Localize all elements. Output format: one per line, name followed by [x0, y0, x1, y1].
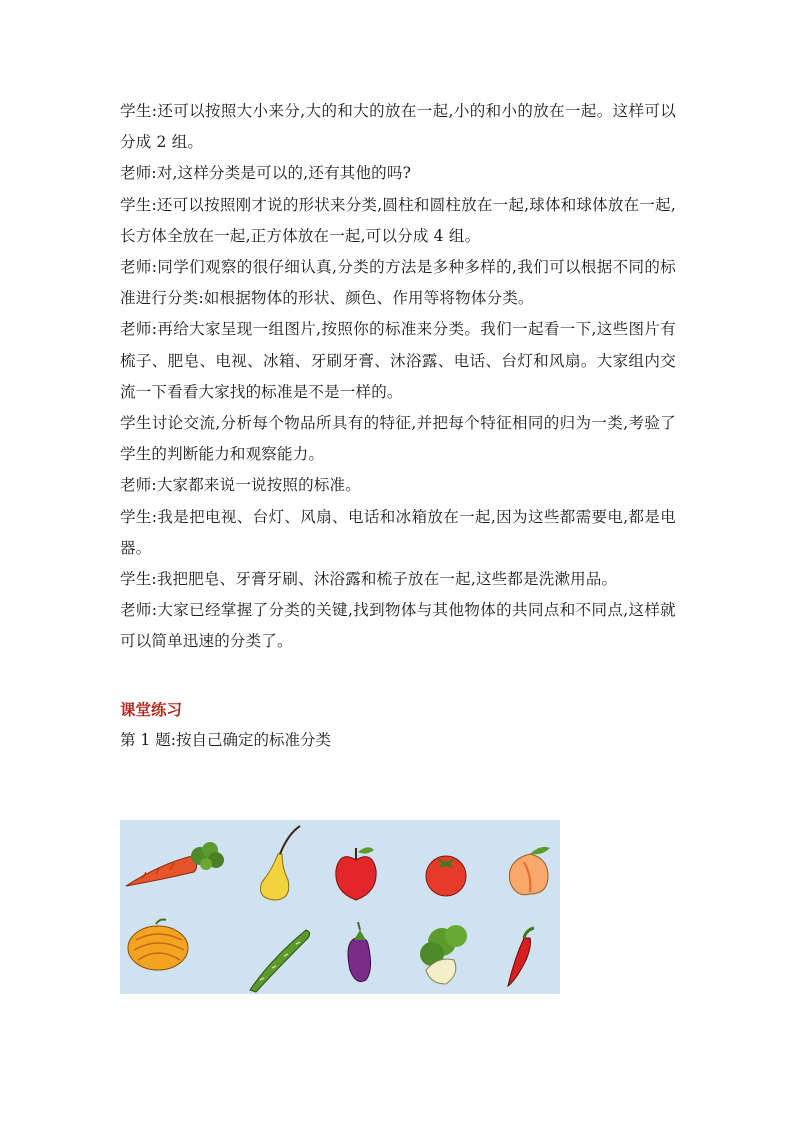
- dialog-paragraph: 老师:大家都来说一说按照的标准。: [120, 476, 361, 495]
- cucumber-icon: [250, 930, 310, 992]
- chili-icon: [508, 928, 534, 986]
- tomato-icon: [426, 856, 466, 896]
- dialog-paragraph: 老师:大家已经掌握了分类的关键,找到物体与其他物体的共同点和不同点,这样就可以简单迅速的分类了。: [120, 601, 676, 651]
- dialog-paragraph: 学生:我是把电视、台灯、风扇、电话和冰箱放在一起,因为这些都需要电,都是电器。: [120, 507, 676, 557]
- pumpkin-icon: [128, 920, 188, 971]
- document-page: [120, 96, 676, 756]
- dialog-paragraph: 学生讨论交流,分析每个物品所具有的特征,并把每个特征相同的归为一类,考验了学生的判断能力和观察能力。: [120, 414, 676, 464]
- exercise-question-1: 第 1 题:按自己确定的标准分类: [120, 730, 331, 749]
- dialog-paragraph: 学生:还可以按照刚才说的形状来分类,圆柱和圆柱放在一起,球体和球体放在一起,长方体全放在一起,正方体放在一起,可以分成 4 组。: [120, 195, 676, 245]
- carrot-icon: [126, 842, 224, 886]
- dialog-paragraph: 老师:再给大家呈现一组图片,按照你的标准来分类。我们一起看一下,这些图片有梳子、肥皂、电视、冰箱、牙刷牙膏、沐浴露、电话、台灯和风扇。大家组内交流一下看看大家找的标准是不是一样的。: [120, 320, 676, 401]
- apple-icon: [336, 847, 376, 900]
- eggplant-icon: [348, 922, 371, 982]
- fruit-vegetable-picture: [120, 820, 560, 994]
- section-title-practice: 课堂练习: [120, 699, 183, 719]
- pear-icon: [261, 826, 301, 900]
- dialog-paragraph: 老师:对,这样分类是可以的,还有其他的吗?: [120, 164, 412, 183]
- dialog-paragraph: 学生:我把肥皂、牙膏牙刷、沐浴露和梳子放在一起,这些都是洗漱用品。: [120, 570, 618, 589]
- cauliflower-icon: [420, 925, 467, 984]
- dialog-section: [120, 96, 676, 658]
- dialog-paragraph: 老师:同学们观察的很仔细认真,分类的方法是多种多样的,我们可以根据不同的标准进行分类:如根据物体的形状、颜色、作用等将物体分类。: [120, 258, 676, 308]
- dialog-paragraph: 学生:还可以按照大小来分,大的和大的放在一起,小的和小的放在一起。这样可以分成 2 组。: [120, 102, 676, 152]
- peach-icon: [509, 847, 550, 895]
